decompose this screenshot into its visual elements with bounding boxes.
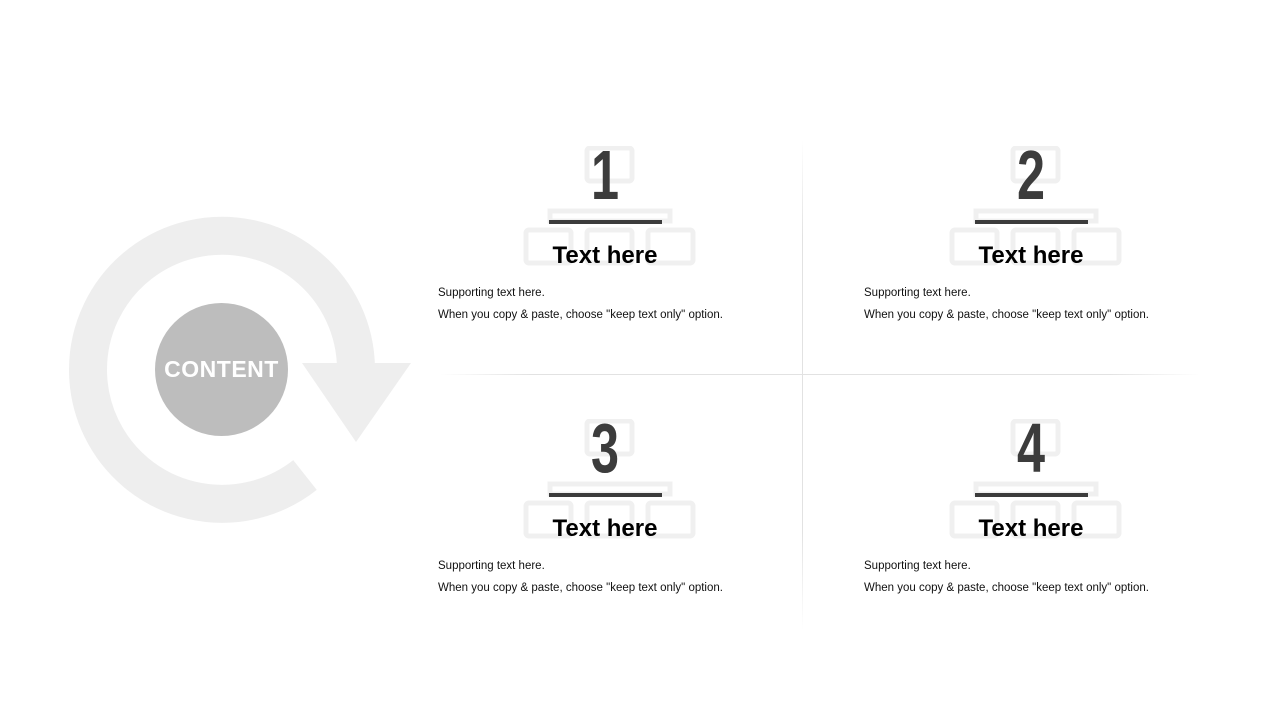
block-supporting-text: Supporting text here. [438,560,545,572]
block-4 [864,409,1204,619]
block-number: 2 [1016,136,1046,214]
block-supporting-text: Supporting text here. [438,287,545,299]
horizontal-divider [440,374,1200,375]
block-1 [438,136,778,346]
block-instruction-text: When you copy & paste, choose "keep text only" option. [438,582,723,594]
block-title: Text here [978,515,1084,542]
cycle-graphic [60,205,420,535]
block-title: Text here [978,242,1084,269]
cycle-arrowhead [302,363,411,442]
block-title: Text here [552,515,658,542]
vertical-divider [802,140,803,630]
block-title: Text here [552,242,658,269]
block-instruction-text: When you copy & paste, choose "keep text only" option. [864,582,1149,594]
block-number: 4 [1016,409,1046,487]
block-instruction-text: When you copy & paste, choose "keep text only" option. [864,309,1149,321]
content-label: CONTENT [164,356,279,382]
block-supporting-text: Supporting text here. [864,560,971,572]
block-number: 1 [590,136,620,214]
block-rule [549,220,662,224]
block-3 [438,409,778,619]
block-rule [549,493,662,497]
block-rule [975,220,1088,224]
content-circle [155,303,288,436]
block-instruction-text: When you copy & paste, choose "keep text only" option. [438,309,723,321]
block-supporting-text: Supporting text here. [864,287,971,299]
block-2 [864,136,1204,346]
block-number: 3 [590,409,620,487]
block-rule [975,493,1088,497]
